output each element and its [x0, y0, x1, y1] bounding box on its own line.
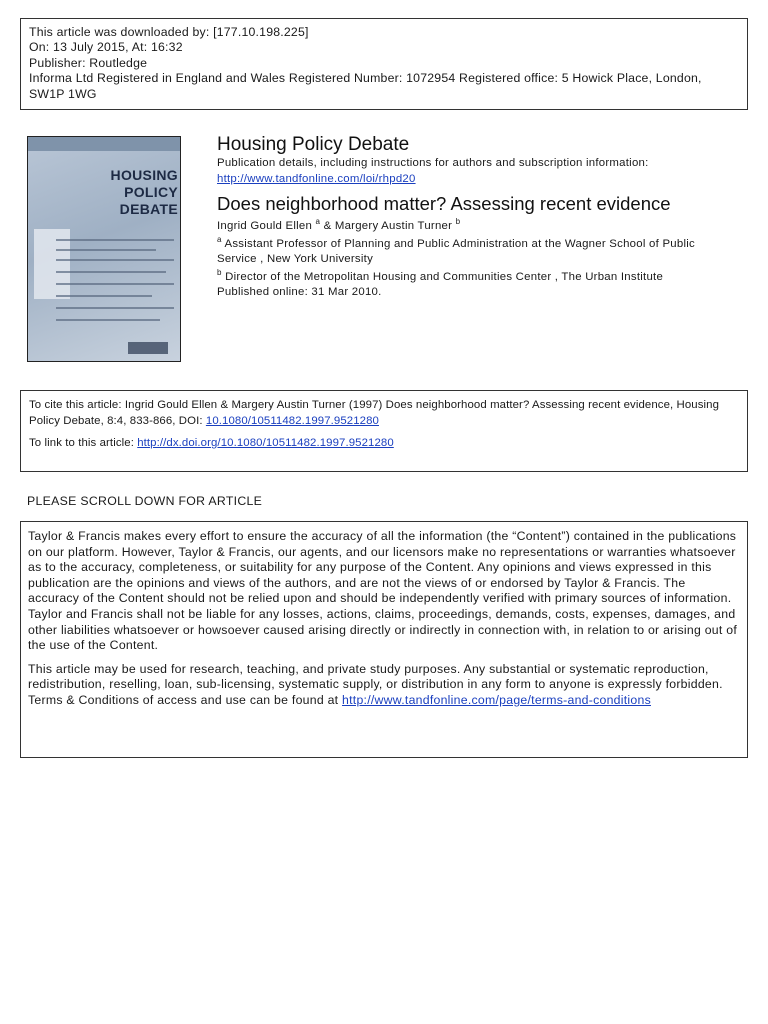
article-title: Does neighborhood matter? Assessing recent evidence — [217, 193, 671, 214]
journal-title: Housing Policy Debate — [217, 134, 410, 155]
cover-toc-line — [56, 259, 174, 261]
doi-link[interactable]: 10.1080/10511482.1997.9521280 — [205, 414, 379, 427]
affiliation-a-marker: a — [217, 234, 222, 244]
affiliation-b-marker: b — [217, 267, 222, 277]
scroll-notice: PLEASE SCROLL DOWN FOR ARTICLE — [27, 494, 263, 508]
cover-toc-line — [56, 319, 160, 321]
cover-toc-line — [56, 249, 156, 251]
publication-details: Publication details, including instructions for authors and subscription information: — [217, 157, 649, 169]
article-link-label: To link to this article: — [29, 437, 138, 449]
disclaimer-paragraph-1: Taylor & Francis makes every effort to ensure the accuracy of all the information (the “Content”) contained in the publications on our platform. However, Taylor & Francis, our agents, and our licensors make no representations or warranties whatsoever as to the accuracy, completeness, or suitability for any purpose of the Content. Any opinions and views expressed in this publication are the opinions and views of the authors, and are not the views of or endorsed by Taylor & Francis. The accuracy of the Content should not be relied upon and should be independently verified with primary sources of information. Taylor and Francis shall not be liable for any losses, actions, claims, proceedings, demands, costs, expenses, damages, and other liabilities whatsoever or howsoever caused arising directly or indirectly in connection with, in relation to or arising out of the use of the Content. — [28, 529, 737, 653]
affiliation-b-text: Director of the Metropolitan Housing and Communities Center , The Urban Institute — [225, 270, 664, 283]
journal-cover-image — [27, 136, 181, 362]
article-link-line — [29, 436, 739, 452]
article-doi-url-link[interactable]: http://dx.doi.org/10.1080/10511482.1997.9521280 — [137, 437, 394, 449]
citation-box — [20, 390, 748, 472]
cover-top-strip — [28, 137, 180, 151]
cover-toc-line — [56, 239, 174, 241]
citation-text — [29, 398, 739, 429]
cover-toc-line — [56, 283, 174, 285]
affiliation-a — [217, 234, 737, 268]
author-2: Margery Austin Turner — [334, 220, 453, 232]
affiliation-a-text: Assistant Professor of Planning and Public Administration at the Wagner School of Public Service , New York University — [217, 237, 695, 265]
cover-title-line-1: HOUSING — [110, 167, 178, 183]
download-date-line: On: 13 July 2015, At: 16:32 — [29, 40, 183, 55]
publisher-logo — [128, 342, 168, 354]
terms-conditions-link[interactable]: http://www.tandfonline.com/page/terms-and-conditions — [342, 692, 651, 707]
usage-terms-text: This article may be used for research, teaching, and private study purposes. Any substantial or systematic reproduction, redistribution, reselling, loan, sub-licensing, systematic supply, or distribution in any form to anyone is expressly forbidden. Terms & Conditions of access and use can be found at — [28, 661, 723, 707]
cover-toc-line — [56, 307, 174, 309]
published-online: Published online: 31 Mar 2010. — [217, 286, 382, 298]
disclaimer-paragraph-2 — [28, 662, 740, 709]
cover-title-line-2: POLICY — [124, 184, 178, 200]
journal-details — [217, 134, 737, 301]
download-ip-line: This article was downloaded by: [177.10.198.225] — [29, 25, 309, 39]
affiliation-b — [217, 267, 737, 286]
affiliation-marker-a: a — [315, 217, 321, 226]
cover-toc-line — [56, 295, 152, 297]
download-info-box — [20, 18, 748, 110]
publisher-line: Publisher: Routledge — [29, 55, 148, 70]
author-1: Ingrid Gould Ellen — [217, 220, 313, 232]
registered-office-line: Informa Ltd Registered in England and Wales Registered Number: 1072954 Registered office: 5 Howick Place, London, SW1P 1WG — [29, 71, 702, 101]
affiliation-marker-b: b — [455, 217, 461, 226]
disclaimer-box — [20, 521, 748, 758]
cover-toc-line — [56, 271, 166, 273]
authors-line — [217, 219, 737, 235]
cover-title-line-3: DEBATE — [119, 201, 178, 217]
author-separator: & — [320, 220, 335, 232]
journal-url-link[interactable]: http://www.tandfonline.com/loi/rhpd20 — [217, 172, 416, 185]
citation-body: To cite this article: Ingrid Gould Ellen & Margery Austin Turner (1997) Does neighborhood matter? Assessing recent evidence, Housing Policy Debate, 8:4, 833-866, DOI: — [29, 399, 720, 427]
